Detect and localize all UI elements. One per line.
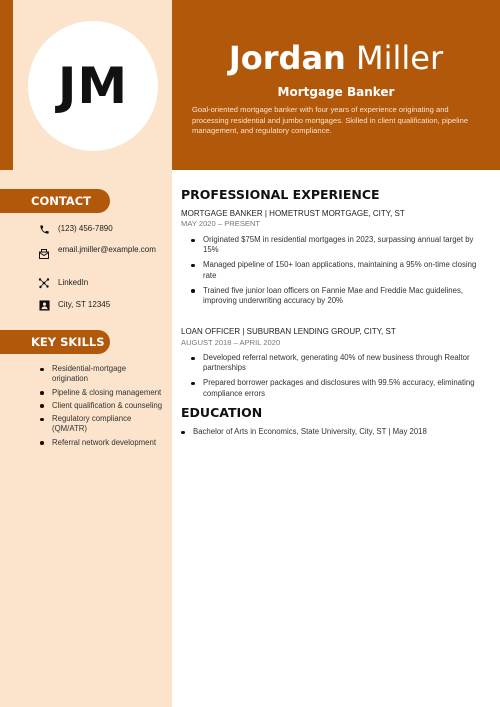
avatar: [28, 21, 158, 151]
contact-heading: CONTACT: [0, 189, 110, 213]
first-name: Jordan: [228, 39, 346, 77]
profile-summary: Goal-oriented mortgage banker with four years of experience originating and processing residential and jumbo mortgages. Skilled in client qualification, pipeline management, and regulatory compliance.: [192, 105, 469, 135]
education-list: [180, 427, 475, 442]
experience-heading: PROFESSIONAL EXPERIENCE: [181, 187, 380, 202]
job-bullet: Originated $75M in residential mortgages in 2023, surpassing annual target by 15%: [190, 235, 485, 255]
avatar-initials: JM: [57, 57, 129, 115]
job-bullet: Developed referral network, generating 40% of new business through Realtor partnerships: [190, 353, 485, 373]
skill-item: Client qualification & counseling: [38, 401, 164, 411]
phone-text: (123) 456-7890: [58, 224, 113, 233]
education-item: Bachelor of Arts in Economics, State University, City, ST | May 2018: [180, 427, 475, 437]
contact-linkedin[interactable]: [38, 277, 164, 289]
job-1-bullets: [190, 235, 485, 311]
job-bullet: Managed pipeline of 150+ loan applications, maintaining a 95% on-time closing rate: [190, 260, 485, 280]
job-1-dates: MAY 2020 – PRESENT: [181, 219, 261, 228]
skills-list: [38, 364, 164, 451]
linkedin-text[interactable]: LinkedIn: [58, 278, 89, 287]
contact-email[interactable]: [38, 244, 164, 260]
candidate-name: [172, 38, 500, 78]
skill-item: Residential-mortgage origination: [38, 364, 164, 385]
skills-heading: KEY SKILLS: [0, 330, 110, 354]
job-bullet: Trained five junior loan officers on Fannie Mae and Freddie Mac guidelines, improving underwriting accuracy by 20%: [190, 286, 485, 306]
job-2-dates: AUGUST 2018 – APRIL 2020: [181, 338, 281, 347]
email-text[interactable]: email.jmiller@example.com: [58, 245, 156, 254]
job-2-title: LOAN OFFICER | SUBURBAN LENDING GROUP, CITY, ST: [181, 327, 396, 336]
education-heading: EDUCATION: [181, 405, 263, 420]
job-title: Mortgage Banker: [277, 85, 395, 99]
contact-phone: [38, 223, 164, 235]
skill-item: Referral network development: [38, 438, 164, 448]
job-bullet: Prepared borrower packages and disclosures with 99.5% accuracy, eliminating compliance errors: [190, 378, 485, 398]
skill-item: Regulatory compliance (QM/ATR): [38, 414, 164, 435]
job-2-bullets: [190, 353, 485, 404]
location-icon: [38, 299, 50, 311]
location-text: City, ST 12345: [58, 300, 111, 309]
last-name: Miller: [356, 39, 444, 77]
skill-item: Pipeline & closing management: [38, 388, 164, 398]
contact-location: [38, 299, 164, 311]
job-1-title: MORTGAGE BANKER | HOMETRUST MORTGAGE, CITY, ST: [181, 209, 405, 218]
header-band-left: [0, 0, 13, 170]
phone-icon: [38, 223, 50, 235]
email-icon: [38, 248, 50, 260]
linkedin-icon: [38, 277, 50, 289]
